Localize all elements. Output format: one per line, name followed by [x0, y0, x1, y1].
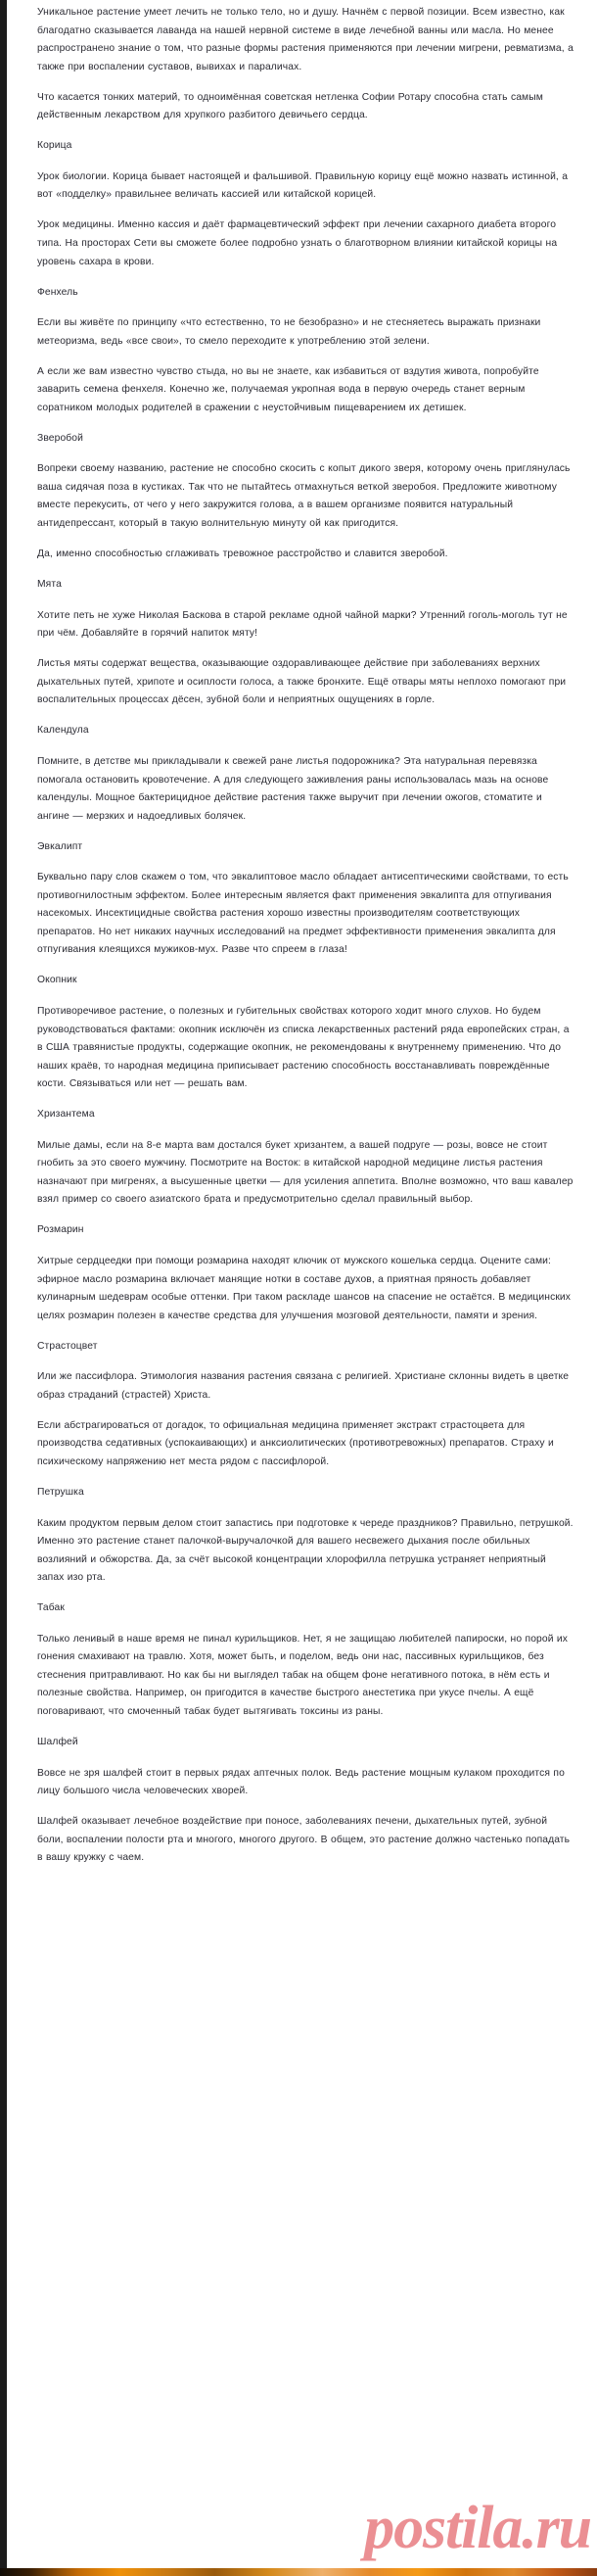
section-heading: Фенхель [37, 286, 78, 298]
section-heading: Хризантема [37, 1109, 95, 1121]
body-paragraph: Только ленивый в наше время не пинал курильщиков. Нет, я не защищаю любителей папироски, но порой их гонения смахивают на травлю. Хотя, может быть, и поделом, ведь они нас, пассивных курильщиков, без стеснения притравливают. Но как бы ни выглядел табак на общем фоне негативного потока, в нём есть и полезные свойства. Например, он пригодится в качестве быстрого анестетика при укусе пчелы. А ещё поговаривают, что смоченный табак будет вытягивать токсины из раны. [37, 1633, 569, 1717]
section-heading: Зверобой [37, 432, 83, 444]
body-paragraph: Урок биологии. Корица бывает настоящей и фальшивой. Правильную корицу ещё можно назвать истинной, а вот «подделку» правильнее величать кассией или китайской корицей. [37, 170, 569, 201]
left-edge-rail [0, 0, 7, 2568]
body-paragraph: Буквально пару слов скажем о том, что эвкалиптовое масло обладает антисептическими свойствами, то есть противогнилостным эффектом. Более интересным является факт применения эвкалипта для отпугивания насекомых. Инсектицидные свойства растения хорошо известны производителям соответствующих препаратов. Но нет никаких научных исследований на предмет эффективности применения эвкалипта для отпугивания клеящихся мужиков-мух. Разве что спреем в глаза! [37, 872, 569, 956]
body-paragraph: Урок медицины. Именно кассия и даёт фармацевтический эффект при лечении сахарного диабета второго типа. На просторах Сети вы сможете более подробно узнать о благотворном влиянии китайской корицы на уровень сахара в крови. [37, 219, 558, 267]
section-heading: Страстоцвет [37, 1340, 98, 1352]
section-heading: Шалфей [37, 1736, 78, 1747]
body-paragraph: А если же вам известно чувство стыда, но вы не знаете, как избавиться от вздутия живота, попробуйте заварить семена фенхеля. Конечно же, получаемая укропная вода в первую очередь станет верным соратником молодых родителей в сражении с неустойчивым пищеварением их детишек. [37, 365, 539, 413]
body-paragraph: Противоречивое растение, о полезных и губительных свойствах которого ходит много слухов. Но будем руководствоваться фактами: окопник исключён из списка лекарственных растений ряда европейских стран, а в США травянистые продукты, содержащие окопник, не рекомендованы к внутреннему применению. Что до наших краёв, то народная медицина приписывает растению способность восстанавливать повреждённые кости. Связываться или нет — решать вам. [37, 1005, 570, 1090]
body-paragraph: Шалфей оказывает лечебное воздействие при поносе, заболеваниях печени, дыхательных путей, зубной боли, воспалении полости рта и многого, многого другого. В общем, это растение должно частенько попадать в вашу кружку с чаем. [37, 1816, 571, 1864]
body-paragraph: Да, именно способностью сглаживать тревожное расстройство и славится зверобой. [37, 549, 448, 560]
body-paragraph: Хитрые сердцеедки при помощи розмарина находят ключик от мужского кошелька сердца. Оцените сами: эфирное масло розмарина включает манящие нотки в составе духов, а приятная пряность добавляет кулинарным шедеврам особые оттенки. При таком раскладе шансов на спасение не остаётся. В медицинских целях розмарин полезен в качестве средства для улучшения мозговой деятельности, памяти и зрения. [37, 1255, 572, 1321]
body-paragraph: Если абстрагироваться от догадок, то официальная медицина применяет экстракт страстоцвета для производства седативных (успокаивающих) и анксиолитических (противотревожных) препаратов. Страху и психическому напряжению нет места рядом с пассифлорой. [37, 1419, 554, 1467]
bottom-gradient-strip [0, 2568, 597, 2576]
body-paragraph: Если вы живёте по принципу «что естественно, то не безобразно» и не стесняетесь выражать признаки метеоризма, ведь «все свои», то смело переходите к употреблению этой зелени. [37, 317, 541, 347]
article-body [7, 0, 597, 2568]
body-paragraph: Что касается тонких материй, то одноимённая советская нетленка Софии Ротару способна стать самым действенным лекарством для хрупкого разбитого девичьего сердца. [37, 91, 543, 121]
body-paragraph: Милые дамы, если на 8-е марта вам достался букет хризантем, а вашей подруге — розы, вовсе не стоит гнобить за это своего мужчину. Посмотрите на Восток: в китайской народной медицине листья растения назначают при мигренях, а высушенные цветки — для усиления аппетита. Вполне возможно, что ваш кавалер взял пример со своего азиатского брата и предусмотрительно сделал правильный выбор. [37, 1139, 574, 1206]
body-paragraph: Листья мяты содержат вещества, оказывающие оздоравливающее действие при заболеваниях верхних дыхательных путей, хрипоте и осиплости голоса, а также бронхите. Ещё отвары мяты неплохо помогают при воспалительных процессах дёсен, зубной боли и неприятных ощущениях в горле. [37, 658, 567, 706]
section-heading: Табак [37, 1602, 65, 1614]
body-paragraph: Помните, в детстве мы прикладывали к свежей ране листья подорожника? Эта натуральная перевязка помогала остановить кровотечение. А для следующего заживления раны использовалась мазь на основе календулы. Мощное бактерицидное действие растения также выручит при лечении ожогов, стоматите и ангине — мерзких и надоедливых болячек. [37, 755, 549, 822]
section-heading: Петрушка [37, 1486, 84, 1498]
section-heading: Эвкалипт [37, 840, 83, 852]
section-heading: Календула [37, 725, 89, 737]
body-paragraph: Или же пассифлора. Этимология названия растения связана с религией. Христиане склонны видеть в цветке образ страданий (страстей) Христа. [37, 1371, 570, 1401]
site-watermark: postila.ru [364, 2495, 591, 2561]
body-paragraph: Каким продуктом первым делом стоит запастись при подготовке к череде праздников? Правильно, петрушкой. Именно это растение станет палочкой-выручалочкой для вашего несвежего дыхания после обильных возлияний и обжорства. Да, за счёт высокой концентрации хлорофилла петрушка устраняет неприятный запах изо рта. [37, 1517, 574, 1584]
body-paragraph: Вовсе не зря шалфей стоит в первых рядах аптечных полок. Ведь растение мощным кулаком проходится по лицу большого числа человеческих хворей. [37, 1767, 565, 1797]
section-heading: Розмарин [37, 1224, 84, 1236]
body-paragraph: Хотите петь не хуже Николая Баскова в старой рекламе одной чайной марки? Утренний гоголь-моголь тут не при чём. Добавляйте в горячий напиток мяту! [37, 609, 568, 640]
section-heading: Мята [37, 579, 62, 591]
body-paragraph: Вопреки своему названию, растение не способно скосить с копыт дикого зверя, которому очень приглянулась ваша сидячая поза в кустиках. Так что не пытайтесь отмахнуться веткой зверобоя. Предложите животному вместе перекусить, от чего у него закружится голова, а в вашем организме появится натуральный антидепрессант, который в такую волнительную минуту ой как пригодится. [37, 463, 571, 530]
section-heading: Окопник [37, 975, 77, 986]
section-heading: Корица [37, 140, 72, 152]
body-paragraph: Уникальное растение умеет лечить не только тело, но и душу. Начнём с первой позиции. Всем известно, как благодатно сказывается лаванда на нашей нервной системе в виде лечебной ванны или масла. Но менее распространено знание о том, что разные формы растения применяются при лечении мигрени, ревматизма, а также при воспалении суставов, вывихах и параличах. [37, 7, 574, 72]
